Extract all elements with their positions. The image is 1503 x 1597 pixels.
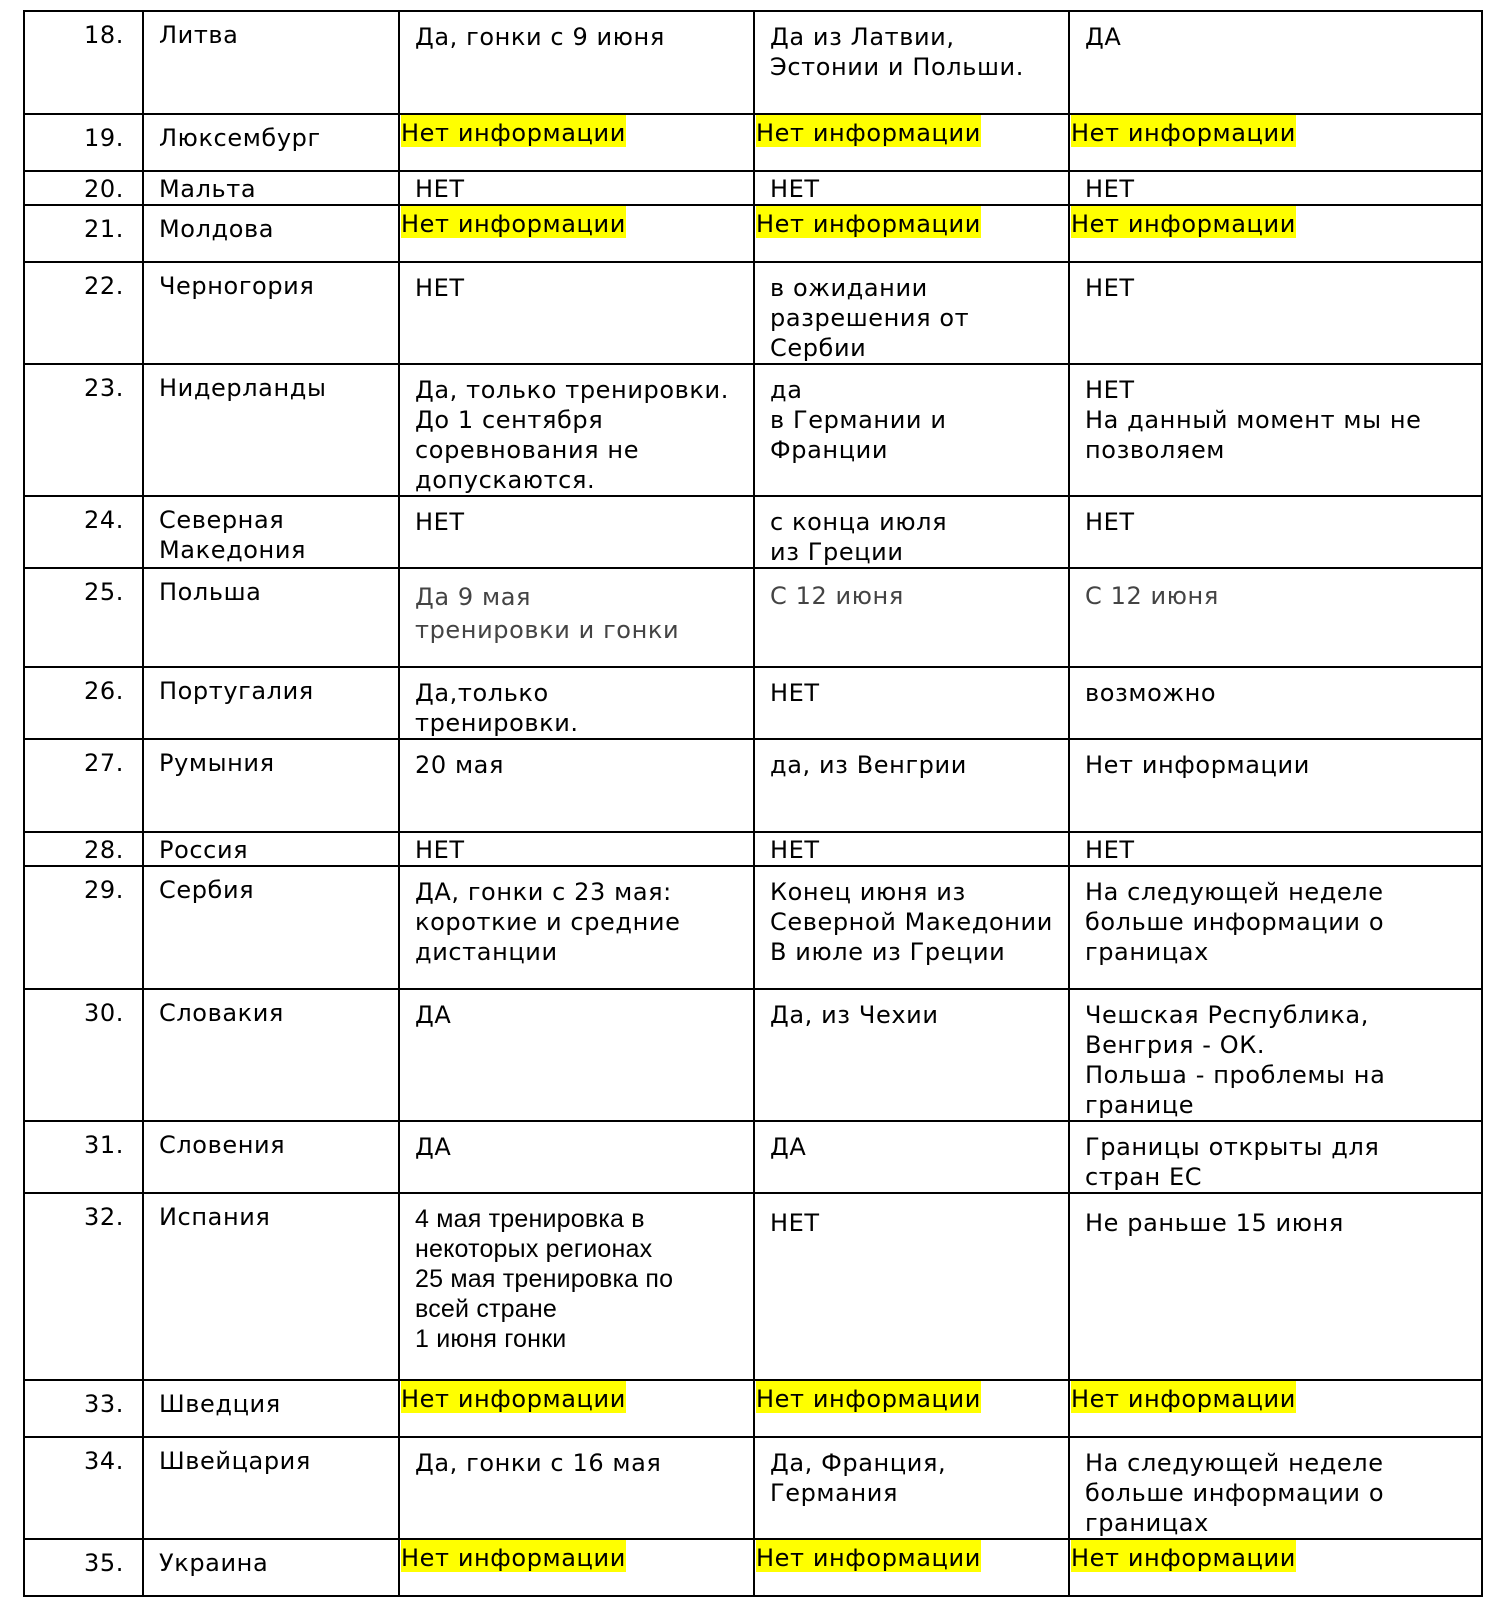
table-cell: 20 мая (399, 739, 754, 832)
table-cell: возможно (1069, 667, 1482, 739)
country-status-table (23, 10, 1483, 1597)
table-cell: Границы открыты для стран ЕС (1069, 1121, 1482, 1193)
highlighted-text: Нет информации (1071, 1540, 1296, 1572)
table-cell: Да 9 мая тренировки и гонки (399, 568, 754, 667)
table-cell (1069, 205, 1482, 262)
table-row (24, 262, 1482, 364)
table-cell (754, 114, 1069, 171)
highlighted-text: Нет информации (1071, 115, 1296, 147)
table-row (24, 171, 1482, 205)
table-cell: да в Германии и Франции (754, 364, 1069, 496)
table-row (24, 1380, 1482, 1437)
table-cell: ДА (754, 1121, 1069, 1193)
row-number: 21. (24, 205, 143, 262)
country-name: Черногория (143, 262, 399, 364)
table-row (24, 496, 1482, 568)
table-cell: в ожидании разрешения от Сербии (754, 262, 1069, 364)
table-cell: Да, гонки с 16 мая (399, 1437, 754, 1539)
country-name: Испания (143, 1193, 399, 1380)
row-number: 34. (24, 1437, 143, 1539)
table-cell: НЕТ (399, 171, 754, 205)
table-cell: Да из Латвии, Эстонии и Польши. (754, 11, 1069, 114)
country-name: Сербия (143, 866, 399, 989)
table-row (24, 739, 1482, 832)
table-cell: НЕТ (1069, 832, 1482, 866)
table-cell: Да, из Чехии (754, 989, 1069, 1121)
row-number: 20. (24, 171, 143, 205)
country-name: Португалия (143, 667, 399, 739)
table-cell (399, 1380, 754, 1437)
table-cell (1069, 114, 1482, 171)
table-row (24, 866, 1482, 989)
row-number: 35. (24, 1539, 143, 1596)
table-cell: НЕТ (399, 496, 754, 568)
country-name: Литва (143, 11, 399, 114)
highlighted-text: Нет информации (756, 115, 981, 147)
table-cell: Чешская Республика, Венгрия - ОК. Польша - проблемы на границе (1069, 989, 1482, 1121)
table-row (24, 989, 1482, 1121)
table-row (24, 205, 1482, 262)
row-number: 18. (24, 11, 143, 114)
table-cell: Нет информации (1069, 739, 1482, 832)
table-cell: ДА (399, 989, 754, 1121)
row-number: 22. (24, 262, 143, 364)
country-name: Мальта (143, 171, 399, 205)
table-cell: ДА (1069, 11, 1482, 114)
table-cell: НЕТ (1069, 496, 1482, 568)
country-name: Словения (143, 1121, 399, 1193)
country-name: Румыния (143, 739, 399, 832)
table-cell: НЕТ (1069, 171, 1482, 205)
table-cell: Не раньше 15 июня (1069, 1193, 1482, 1380)
table-cell (1069, 1380, 1482, 1437)
table-cell: Да,только тренировки. (399, 667, 754, 739)
row-number: 19. (24, 114, 143, 171)
table-cell: НЕТ (754, 832, 1069, 866)
country-name: Нидерланды (143, 364, 399, 496)
table-row (24, 1437, 1482, 1539)
table-cell: НЕТ (399, 832, 754, 866)
table-row (24, 364, 1482, 496)
table-cell: НЕТ (754, 1193, 1069, 1380)
table-cell: На следующей неделе больше информации о границах (1069, 866, 1482, 989)
country-name: Швейцария (143, 1437, 399, 1539)
highlighted-text: Нет информации (1071, 206, 1296, 238)
table-row (24, 1121, 1482, 1193)
row-number: 26. (24, 667, 143, 739)
table-cell: На следующей неделе больше информации о границах (1069, 1437, 1482, 1539)
table-cell: Да, гонки с 9 июня (399, 11, 754, 114)
highlighted-text: Нет информации (756, 1381, 981, 1413)
country-name: Россия (143, 832, 399, 866)
row-number: 28. (24, 832, 143, 866)
table-cell: ДА (399, 1121, 754, 1193)
row-number: 24. (24, 496, 143, 568)
highlighted-text: Нет информации (401, 206, 626, 238)
table-cell: НЕТ (754, 667, 1069, 739)
table-cell: НЕТ На данный момент мы не позволяем (1069, 364, 1482, 496)
highlighted-text: Нет информации (1071, 1381, 1296, 1413)
table-cell: Да, только тренировки. До 1 сентября соревнования не допускаются. (399, 364, 754, 496)
country-name: Польша (143, 568, 399, 667)
table-cell: С 12 июня (754, 568, 1069, 667)
row-number: 23. (24, 364, 143, 496)
highlighted-text: Нет информации (756, 1540, 981, 1572)
row-number: 25. (24, 568, 143, 667)
country-name: Словакия (143, 989, 399, 1121)
table-row (24, 832, 1482, 866)
table-cell: НЕТ (399, 262, 754, 364)
table-row (24, 568, 1482, 667)
table-cell: да, из Венгрии (754, 739, 1069, 832)
row-number: 29. (24, 866, 143, 989)
table-cell (399, 114, 754, 171)
table-row (24, 114, 1482, 171)
table-cell: 4 мая тренировка в некоторых регионах 25 мая тренировка по всей стране 1 июня гонки (399, 1193, 754, 1380)
highlighted-text: Нет информации (401, 1381, 626, 1413)
table-cell (754, 1380, 1069, 1437)
table-cell (399, 205, 754, 262)
table-cell: НЕТ (754, 171, 1069, 205)
table-cell: ДА, гонки с 23 мая: короткие и средние дистанции (399, 866, 754, 989)
table-row (24, 1193, 1482, 1380)
table-cell: НЕТ (1069, 262, 1482, 364)
table-row (24, 667, 1482, 739)
country-name: Шведция (143, 1380, 399, 1437)
table-cell: С 12 июня (1069, 568, 1482, 667)
table-cell: Конец июня из Северной Македонии В июле из Греции (754, 866, 1069, 989)
row-number: 31. (24, 1121, 143, 1193)
highlighted-text: Нет информации (401, 1540, 626, 1572)
country-name: Северная Македония (143, 496, 399, 568)
highlighted-text: Нет информации (756, 206, 981, 238)
row-number: 30. (24, 989, 143, 1121)
country-name: Люксембург (143, 114, 399, 171)
table-cell: Да, Франция, Германия (754, 1437, 1069, 1539)
row-number: 27. (24, 739, 143, 832)
row-number: 32. (24, 1193, 143, 1380)
table-row (24, 11, 1482, 114)
table-cell: с конца июля из Греции (754, 496, 1069, 568)
highlighted-text: Нет информации (401, 115, 626, 147)
row-number: 33. (24, 1380, 143, 1437)
table-cell (754, 205, 1069, 262)
country-name: Молдова (143, 205, 399, 262)
country-name: Украина (143, 1539, 399, 1596)
